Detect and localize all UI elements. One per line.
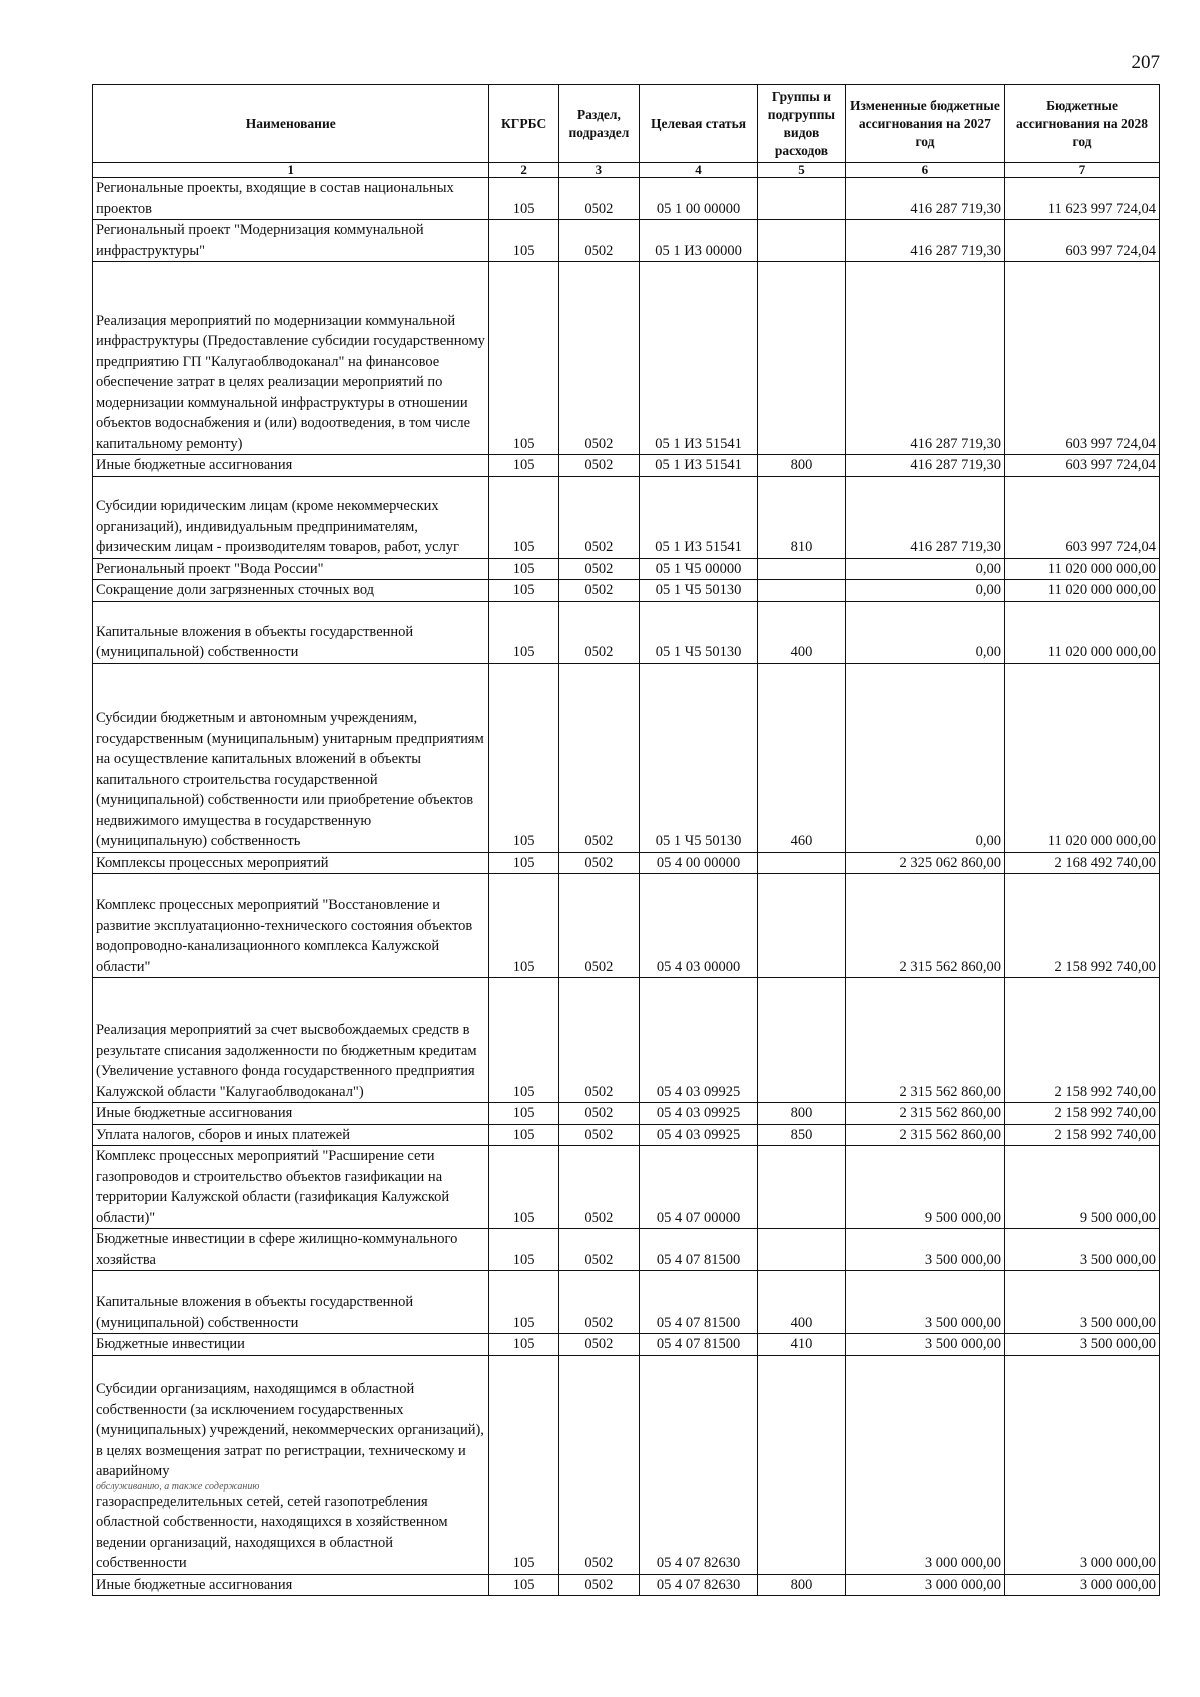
row-2028: 2 158 992 740,00 <box>1005 978 1160 1103</box>
row-target: 05 1 И3 51541 <box>640 476 758 558</box>
header-2028: Бюджетные ассигнования на 2028 год <box>1005 85 1160 163</box>
row-target: 05 4 03 09925 <box>640 1103 758 1125</box>
row-2028: 3 500 000,00 <box>1005 1271 1160 1334</box>
row-group: 460 <box>758 663 846 852</box>
column-number: 7 <box>1005 163 1160 178</box>
row-section: 0502 <box>558 1355 639 1574</box>
row-2028: 3 500 000,00 <box>1005 1229 1160 1271</box>
row-2027: 416 287 719,30 <box>845 220 1004 262</box>
row-name-text: Субсидии организациям, находящимся в областной собственности (за исключением государственных (муниципальных) учреждений, некоммерческих организаций), в целях возмещения затрат по регистрации, техническому и аварийному <box>96 1381 484 1479</box>
row-2027: 416 287 719,30 <box>845 178 1004 220</box>
row-target: 05 1 И3 51541 <box>640 455 758 477</box>
row-2027: 3 000 000,00 <box>845 1574 1004 1596</box>
row-2027: 0,00 <box>845 601 1004 663</box>
table-row <box>93 978 1160 1103</box>
row-section: 0502 <box>558 455 639 477</box>
row-2027: 2 315 562 860,00 <box>845 874 1004 978</box>
row-2028: 11 020 000 000,00 <box>1005 558 1160 580</box>
row-group: 800 <box>758 1574 846 1596</box>
row-name: Капитальные вложения в объекты государственной (муниципальной) собственности <box>93 1271 489 1334</box>
row-2027: 3 500 000,00 <box>845 1229 1004 1271</box>
row-name: Субсидии бюджетным и автономным учреждениям, государственным (муниципальным) унитарным предприятиям на осуществление капитальных вложений в объекты капитального строительства государственной (муниципальной) собственности или приобретение объектов недвижимого имущества в государственную (муниципальную) собственность <box>93 663 489 852</box>
column-number: 2 <box>489 163 558 178</box>
row-name-text-continued: газораспределительных сетей, сетей газопотребления областной собственности, находящихся в хозяйственном ведении организаций, находящихся в областной собственности <box>96 1493 448 1571</box>
row-2028: 603 997 724,04 <box>1005 262 1160 455</box>
header-groups: Группы и подгруппы видов расходов <box>758 85 846 163</box>
table-row <box>93 1103 1160 1125</box>
row-section: 0502 <box>558 1229 639 1271</box>
table-row <box>93 1334 1160 1356</box>
row-2028: 2 168 492 740,00 <box>1005 852 1160 874</box>
row-group <box>758 1229 846 1271</box>
row-name: Комплекс процессных мероприятий "Восстановление и развитие эксплуатационно-технического состояния объектов водопроводно-канализационного комплекса Калужской области" <box>93 874 489 978</box>
row-2027: 3 500 000,00 <box>845 1334 1004 1356</box>
row-kgrbs: 105 <box>489 455 558 477</box>
row-target: 05 4 03 00000 <box>640 874 758 978</box>
row-2028: 11 623 997 724,04 <box>1005 178 1160 220</box>
table-row <box>93 1146 1160 1229</box>
row-section: 0502 <box>558 978 639 1103</box>
row-kgrbs: 105 <box>489 220 558 262</box>
header-target: Целевая статья <box>640 85 758 163</box>
row-2027: 2 315 562 860,00 <box>845 978 1004 1103</box>
row-section: 0502 <box>558 178 639 220</box>
row-section: 0502 <box>558 558 639 580</box>
row-name: Капитальные вложения в объекты государственной (муниципальной) собственности <box>93 601 489 663</box>
row-2028: 603 997 724,04 <box>1005 476 1160 558</box>
row-name: Иные бюджетные ассигнования <box>93 1574 489 1596</box>
row-group <box>758 874 846 978</box>
row-target: 05 4 07 82630 <box>640 1574 758 1596</box>
row-name: Уплата налогов, сборов и иных платежей <box>93 1124 489 1146</box>
row-group: 410 <box>758 1334 846 1356</box>
column-number: 4 <box>640 163 758 178</box>
row-section: 0502 <box>558 601 639 663</box>
row-name: Комплексы процессных мероприятий <box>93 852 489 874</box>
row-section: 0502 <box>558 1271 639 1334</box>
row-2028: 2 158 992 740,00 <box>1005 1103 1160 1125</box>
row-kgrbs: 105 <box>489 1229 558 1271</box>
row-target: 05 4 07 00000 <box>640 1146 758 1229</box>
row-kgrbs: 105 <box>489 663 558 852</box>
row-group <box>758 558 846 580</box>
row-group: 800 <box>758 455 846 477</box>
header-name: Наименование <box>93 85 489 163</box>
row-section: 0502 <box>558 476 639 558</box>
row-2028: 3 000 000,00 <box>1005 1574 1160 1596</box>
row-name: Региональный проект "Модернизация коммунальной инфраструктуры" <box>93 220 489 262</box>
table-row <box>93 1355 1160 1574</box>
row-kgrbs: 105 <box>489 1574 558 1596</box>
row-section: 0502 <box>558 1124 639 1146</box>
row-kgrbs: 105 <box>489 874 558 978</box>
row-2028: 2 158 992 740,00 <box>1005 874 1160 978</box>
row-group <box>758 220 846 262</box>
row-name: Реализация мероприятий за счет высвобождаемых средств в результате списания задолженности по бюджетным кредитам (Увеличение уставного фонда государственного предприятия Калужской области "Калугаоблводоканал") <box>93 978 489 1103</box>
table-row <box>93 1229 1160 1271</box>
row-target: 05 1 Ч5 00000 <box>640 558 758 580</box>
row-kgrbs: 105 <box>489 978 558 1103</box>
row-target: 05 1 И3 00000 <box>640 220 758 262</box>
row-kgrbs: 105 <box>489 476 558 558</box>
row-target: 05 4 07 81500 <box>640 1334 758 1356</box>
row-2028: 3 000 000,00 <box>1005 1355 1160 1574</box>
row-section: 0502 <box>558 220 639 262</box>
table-row <box>93 663 1160 852</box>
table-row <box>93 601 1160 663</box>
row-2027: 3 500 000,00 <box>845 1271 1004 1334</box>
row-2027: 0,00 <box>845 580 1004 602</box>
table-row <box>93 178 1160 220</box>
row-group: 400 <box>758 601 846 663</box>
row-2027: 2 315 562 860,00 <box>845 1124 1004 1146</box>
header-row <box>93 85 1160 163</box>
table-row <box>93 580 1160 602</box>
row-section: 0502 <box>558 1103 639 1125</box>
row-2028: 11 020 000 000,00 <box>1005 580 1160 602</box>
column-number: 6 <box>845 163 1004 178</box>
row-kgrbs: 105 <box>489 1103 558 1125</box>
row-kgrbs: 105 <box>489 1271 558 1334</box>
row-group: 800 <box>758 1103 846 1125</box>
row-2027: 416 287 719,30 <box>845 455 1004 477</box>
row-kgrbs: 105 <box>489 601 558 663</box>
row-name: Реализация мероприятий по модернизации коммунальной инфраструктуры (Предоставление субсидии государственному предприятию ГП "Калугаоблводоканал" на финансовое обеспечение затрат в целях реализации мероприятий по модернизации коммунальной инфраструктуры в отношении объектов водоснабжения и (или) водоотведения, в том числе капитальному ремонту) <box>93 262 489 455</box>
row-2027: 9 500 000,00 <box>845 1146 1004 1229</box>
table-row <box>93 852 1160 874</box>
row-target: 05 4 03 09925 <box>640 1124 758 1146</box>
row-group: 810 <box>758 476 846 558</box>
row-name: Региональные проекты, входящие в состав национальных проектов <box>93 178 489 220</box>
row-target: 05 4 03 09925 <box>640 978 758 1103</box>
row-name: Иные бюджетные ассигнования <box>93 455 489 477</box>
row-target: 05 4 07 81500 <box>640 1229 758 1271</box>
row-kgrbs: 105 <box>489 1124 558 1146</box>
row-kgrbs: 105 <box>489 558 558 580</box>
row-name: Бюджетные инвестиции в сфере жилищно-коммунального хозяйства <box>93 1229 489 1271</box>
row-group: 400 <box>758 1271 846 1334</box>
row-target: 05 4 07 82630 <box>640 1355 758 1574</box>
row-target: 05 4 00 00000 <box>640 852 758 874</box>
row-section: 0502 <box>558 262 639 455</box>
row-group <box>758 978 846 1103</box>
row-2027: 0,00 <box>845 663 1004 852</box>
row-2028: 3 500 000,00 <box>1005 1334 1160 1356</box>
row-target: 05 1 Ч5 50130 <box>640 663 758 852</box>
row-section: 0502 <box>558 874 639 978</box>
row-group: 850 <box>758 1124 846 1146</box>
row-section: 0502 <box>558 580 639 602</box>
row-name: Иные бюджетные ассигнования <box>93 1103 489 1125</box>
table-row <box>93 874 1160 978</box>
row-kgrbs: 105 <box>489 1355 558 1574</box>
table-row <box>93 1574 1160 1596</box>
row-name: Комплекс процессных мероприятий "Расширение сети газопроводов и строительство объектов газификации на территории Калужской области (газификация Калужской области)" <box>93 1146 489 1229</box>
row-group <box>758 1355 846 1574</box>
table-row <box>93 262 1160 455</box>
row-group <box>758 262 846 455</box>
table-row <box>93 476 1160 558</box>
row-group <box>758 580 846 602</box>
table-row <box>93 1124 1160 1146</box>
row-2027: 3 000 000,00 <box>845 1355 1004 1574</box>
row-kgrbs: 105 <box>489 1334 558 1356</box>
row-target: 05 1 Ч5 50130 <box>640 601 758 663</box>
row-2028: 603 997 724,04 <box>1005 220 1160 262</box>
row-name <box>93 1355 489 1574</box>
row-kgrbs: 105 <box>489 580 558 602</box>
row-target: 05 4 07 81500 <box>640 1271 758 1334</box>
budget-table <box>92 84 1160 1596</box>
row-2027: 416 287 719,30 <box>845 262 1004 455</box>
column-number-row <box>93 163 1160 178</box>
row-section: 0502 <box>558 852 639 874</box>
table-row <box>93 220 1160 262</box>
row-2028: 2 158 992 740,00 <box>1005 1124 1160 1146</box>
row-kgrbs: 105 <box>489 262 558 455</box>
row-2027: 0,00 <box>845 558 1004 580</box>
row-2027: 416 287 719,30 <box>845 476 1004 558</box>
header-section: Раздел, подраздел <box>558 85 639 163</box>
row-target: 05 1 00 00000 <box>640 178 758 220</box>
row-2028: 11 020 000 000,00 <box>1005 663 1160 852</box>
row-kgrbs: 105 <box>489 178 558 220</box>
row-name: Сокращение доли загрязненных сточных вод <box>93 580 489 602</box>
page-number: 207 <box>1131 52 1160 73</box>
header-2027: Измененные бюджетные ассигнования на 2027 год <box>845 85 1004 163</box>
row-group <box>758 1146 846 1229</box>
row-kgrbs: 105 <box>489 1146 558 1229</box>
row-name-faded-text: обслуживанию, а также содержанию <box>96 1480 260 1492</box>
row-2028: 603 997 724,04 <box>1005 455 1160 477</box>
column-number: 3 <box>558 163 639 178</box>
row-name: Региональный проект "Вода России" <box>93 558 489 580</box>
column-number: 5 <box>758 163 846 178</box>
row-2027: 2 315 562 860,00 <box>845 1103 1004 1125</box>
row-2028: 11 020 000 000,00 <box>1005 601 1160 663</box>
row-name: Субсидии юридическим лицам (кроме некоммерческих организаций), индивидуальным предпринимателям, физическим лицам - производителям товаров, работ, услуг <box>93 476 489 558</box>
header-kgrbs: КГРБС <box>489 85 558 163</box>
row-group <box>758 852 846 874</box>
row-section: 0502 <box>558 1334 639 1356</box>
row-section: 0502 <box>558 1574 639 1596</box>
row-target: 05 1 И3 51541 <box>640 262 758 455</box>
row-2027: 2 325 062 860,00 <box>845 852 1004 874</box>
row-section: 0502 <box>558 663 639 852</box>
row-2028: 9 500 000,00 <box>1005 1146 1160 1229</box>
row-kgrbs: 105 <box>489 852 558 874</box>
table-row <box>93 455 1160 477</box>
column-number: 1 <box>93 163 489 178</box>
row-target: 05 1 Ч5 50130 <box>640 580 758 602</box>
row-section: 0502 <box>558 1146 639 1229</box>
row-group <box>758 178 846 220</box>
table-row <box>93 1271 1160 1334</box>
table-row <box>93 558 1160 580</box>
row-name: Бюджетные инвестиции <box>93 1334 489 1356</box>
